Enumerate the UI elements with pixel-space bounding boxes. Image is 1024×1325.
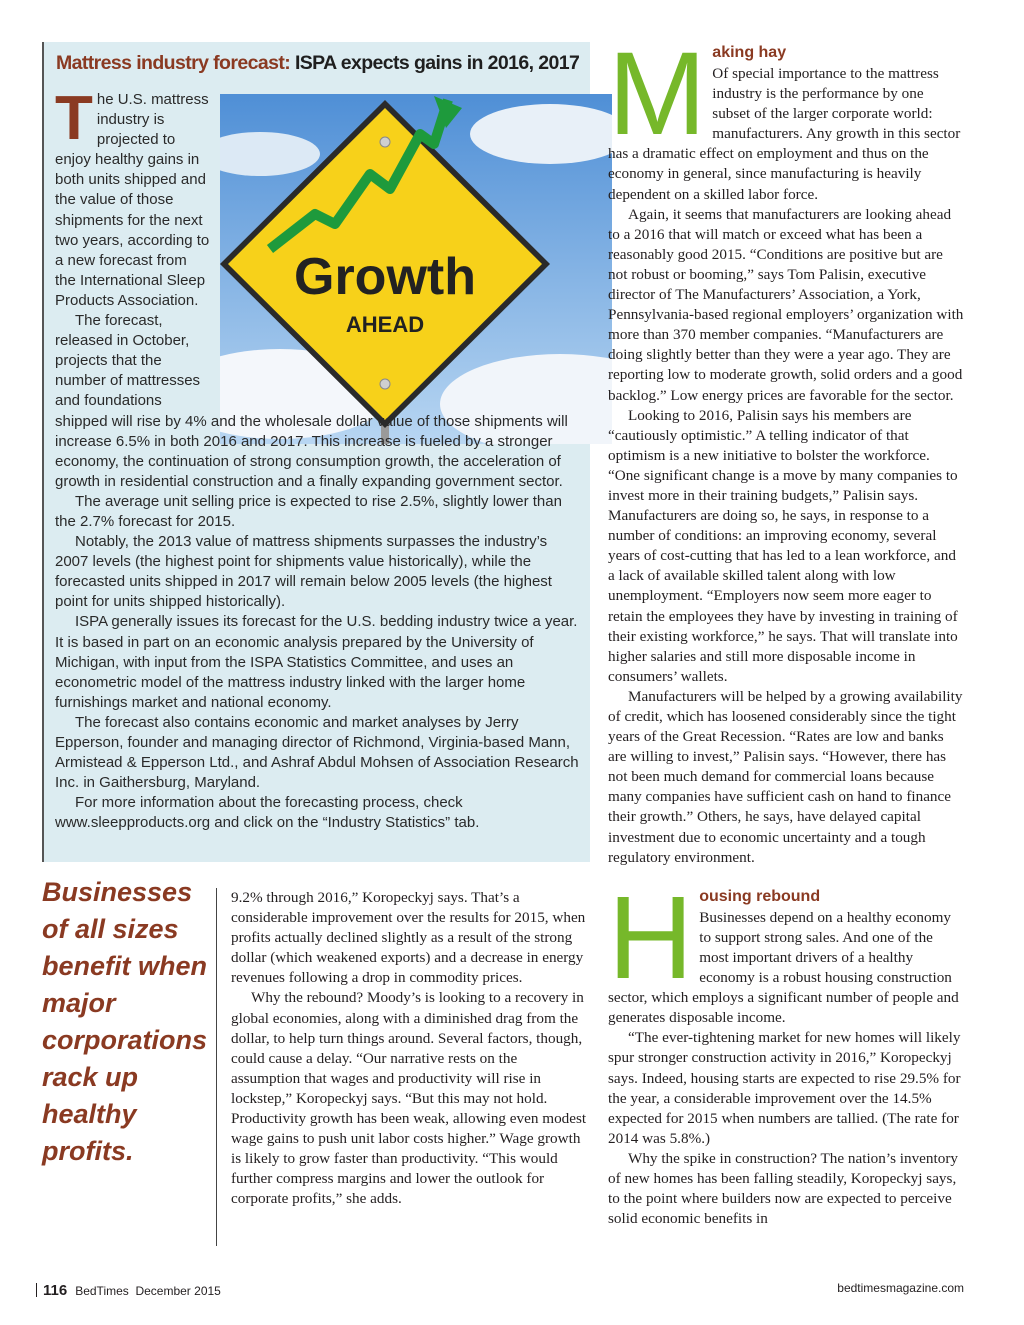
body-paragraph: Manufacturers will be helped by a growing availability of credit, which has loosened considerably since the tight years of the Great Recession. “Rates are low and banks are willing to invest,” Palisin says. “However, there has not been much demand for commercial loans because many companies have sufficient cash on hand to finance their growth.” Others, he says, have delayed capital investment due to economic uncertainty and a tough regulatory environment. [608, 687, 963, 866]
pull-quote: Businesses of all sizes benefit when major corporations rack up healthy profits. [42, 877, 208, 1166]
middle-column [231, 888, 587, 1210]
footer-website: bedtimesmagazine.com [837, 1281, 964, 1295]
body-paragraph: Looking to 2016, Palisin says his members are “cautiously optimistic.” A telling indicator of that optimism is a new initiative to bolster the workforce. “One significant change is a move by many companies to invest more in their training budgets,” Palisin says. Manufacturers are doing so, he says, in response to a number of conditions: an improving economy, several years of cost-cutting that has led to a lean workforce, and a lack of available skilled talent along with low unemployment. “Employers now seem more eager to retain the employees they have by investing in training of their existing workforce,” he says. That will translate into higher salaries and still more disposable income in consumers’ wallets. [608, 406, 958, 685]
sidebar-dropcap: T [55, 84, 93, 153]
section-housing-rebound [608, 871, 964, 1230]
sidebar-paragraph: For more information about the forecasting process, check www.sleepproducts.org and click on the “Industry Statistics” tab. [55, 794, 480, 832]
body-paragraph: Again, it seems that manufacturers are looking ahead to a 2016 that will match or exceed what has been a reasonably good 2015. “Conditions are positive but are not robust or booming,” says Tom Palisin, executive director of The Manufacturers’ Association, a York, Pennsylvania-based regional employers’ organization with more than 370 member companies. “Manufacturers are doing slightly better than they were a year ago. They are reporting low to moderate growth, solid orders and a good backlog.” Low energy prices are favorable for the sector. [608, 205, 964, 404]
sidebar-paragraph: The forecast also contains economic and market analyses by Jerry Epperson, founder and managing director of Richmond, Virginia-based Mann, Armistead & Epperson Ltd., and Ashraf Abdul Mohsen of Association Research Inc. in Gaithersburg, Maryland. [55, 713, 579, 792]
right-column [608, 28, 964, 1229]
forecast-sidebar [42, 42, 590, 862]
body-paragraph: Why the rebound? Moody’s is looking to a recovery in global economies, along with a diminished drag from the dollar, to help turn things around. Several factors, though, could cause a delay. “Our narrative rests on the assumption that wages and productivity will rise in lockstep,” Koropeckyj says. “But this may not hold. Productivity growth has been weak, allowing even modest wage gains to push unit labor costs higher.” Wage growth is likely to grow faster than productivity. “This would further compress margins and lower the outlook for corporate profits,” she adds. [231, 989, 587, 1208]
sidebar-title-lead: Mattress industry forecast: [56, 52, 291, 74]
sidebar-title-rest: ISPA expects gains in 2016, 2017 [294, 52, 580, 74]
sidebar-paragraph: The forecast, released in October, projects that the number of mattresses and foundations shipped will rise by 4% and the wholesale dollar value of those shipments will increase 6.5% in both 2016 and 2017. This increase is fueled by a stronger economy, the continuation of strong consumption growth, the acceleration of growth in residential construction and a finally expanding government sector. [55, 312, 568, 490]
body-paragraph: “The ever-tightening market for new homes will likely spur stronger construction activity in 2016,” Koropeckyj says. Indeed, housing starts are expected to rise 29.5% for the year, a considerable improvement over the 14.5% expected for 2015 when numbers are tallied. (The rate for 2014 was 5.8%.) [608, 1029, 961, 1147]
section-making-hay [608, 28, 964, 868]
sidebar-paragraph: ISPA generally issues its forecast for the U.S. bedding industry twice a year. It is based in part on an economic analysis prepared by the University of Michigan, with input from the ISPA Statistics Committee, and uses an econometric model of the mattress industry linked with the larger home furnishings market and national economy. [55, 613, 578, 711]
sidebar-paragraph: The U.S. mattress industry is projected to enjoy healthy gains in both units shipped and the value of those shipments for the next two years, according to a new forecast from the International Sleep Products Association. [55, 84, 210, 309]
dropcap-h: H [608, 871, 694, 1004]
publication-name: BedTimes [75, 1284, 129, 1298]
issue-date: December 2015 [135, 1284, 221, 1298]
sidebar-paragraph: Notably, the 2013 value of mattress shipments surpasses the industry’s 2007 levels (the highest point for shipments value historically), while the forecasted units shipped in 2017 will remain below 2005 levels (the highest point for units shipped historically). [55, 533, 552, 611]
subhead-housing-rebound: ousing rebound [699, 887, 821, 905]
sidebar-title [56, 52, 586, 75]
body-paragraph: Of special importance to the mattress industry is the performance by one subset of the larger corporate world: manufacturers. Any growth in this sector has a dramatic effect on employment and thus on the economy in general, since manufacturing is heavily dependent on a skilled labor force. [608, 65, 961, 203]
sign-growth-text: Growth [294, 248, 476, 306]
sidebar-paragraph: The average unit selling price is expected to rise 2.5%, slightly lower than the 2.7% forecast for 2015. [55, 492, 562, 530]
body-paragraph: Businesses depend on a healthy economy to support strong sales. And one of the most important drivers of a healthy economy is a robust housing construction sector, which employs a significant number of people and generates disposable income. [608, 908, 959, 1027]
folio-bar [36, 1283, 37, 1297]
sidebar-body [55, 84, 583, 833]
dropcap-m: M [608, 28, 707, 160]
page-number: 116 [43, 1282, 68, 1299]
body-paragraph: Why the spike in construction? The nation’s inventory of new homes has been falling steadily, Koropeckyj says, to the point where builders now are expected to perceive solid economic benefits in [608, 1149, 958, 1228]
footer-folio [36, 1282, 221, 1299]
body-paragraph: 9.2% through 2016,” Koropeckyj says. That’s a considerable improvement over the results for 2015, when profits actually declined slightly as a result of the strong dollar (which weakened exports) and a decrease in energy revenues following a drop in commodity prices. [231, 889, 586, 987]
column-divider [216, 888, 217, 1246]
subhead-making-hay: aking hay [712, 44, 787, 61]
sign-ahead-text: AHEAD [345, 312, 425, 337]
